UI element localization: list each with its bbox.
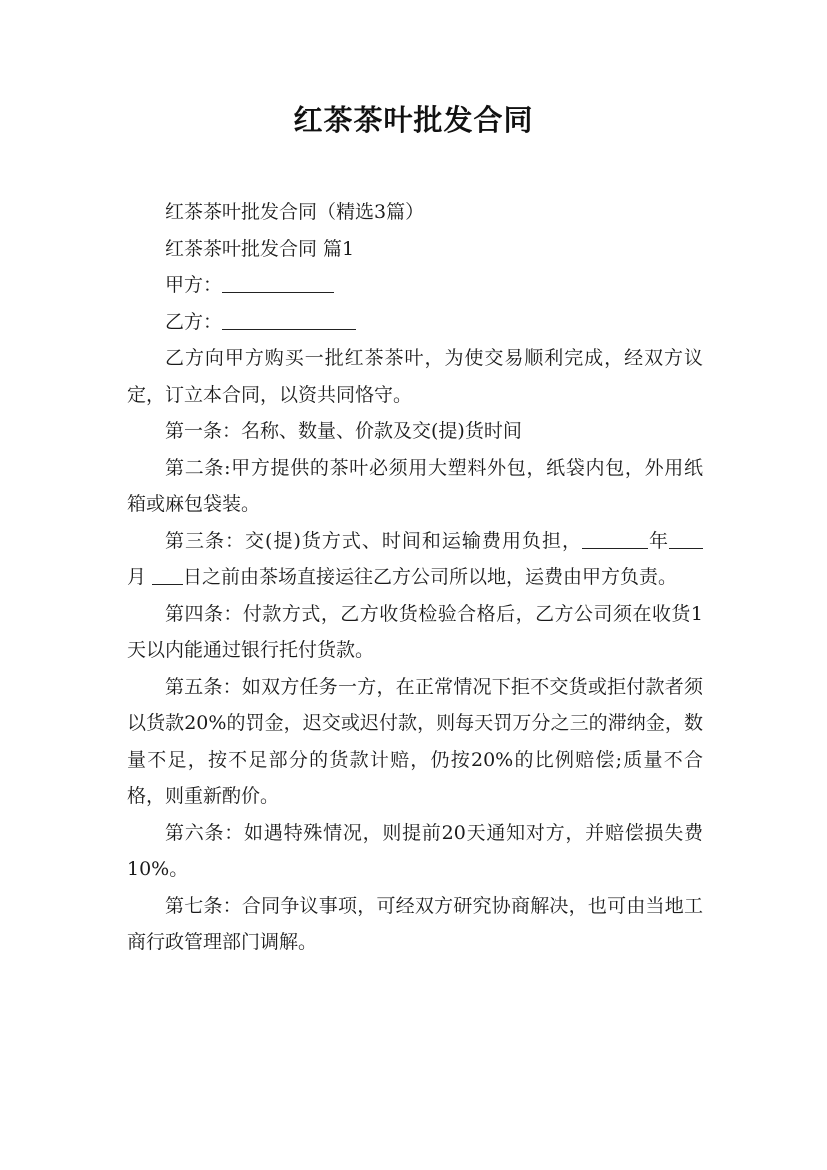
article-5: 第五条：如双方任务一方，在正常情况下拒不交货或拒付款者须以货款20%的罚金，迟交或迟付款，则每天罚万分之三的滞纳金，数量不足，按不足部分的货款计赔，仍按20%的比例赔偿;质量不合格，则重新酌价。 [127, 675, 703, 807]
article-4: 第四条：付款方式，乙方收货检验合格后，乙方公司须在收货1天以内能通过银行托付货款。 [127, 602, 703, 661]
party-a-label: 甲方： [165, 274, 223, 296]
party-a-line [127, 267, 703, 304]
intro-paragraph: 乙方向甲方购买一批红茶茶叶，为使交易顺利完成，经双方议定，订立本合同，以资共同恪守。 [127, 347, 703, 406]
article-6: 第六条：如遇特殊情况，则提前20天通知对方，并赔偿损失费10%。 [127, 821, 703, 880]
article-3-text-2: 日之前由茶场直接运往乙方公司所以地，运费由甲方负责。 [183, 566, 678, 588]
day-number-blank [152, 564, 183, 585]
document-title: 红茶茶叶批发合同 [293, 103, 534, 137]
article-3-text-1: 第三条：交(提)货方式、时间和运输费用负担， [165, 529, 582, 552]
article-1: 第一条：名称、数量、价款及交(提)货时间 [165, 420, 522, 442]
year-blank [582, 528, 648, 549]
document-subtitle: 红茶茶叶批发合同（精选3篇） [165, 201, 425, 223]
article-3 [127, 523, 703, 596]
party-a-blank [222, 272, 334, 293]
party-b-line [127, 304, 703, 341]
party-b-blank [222, 309, 356, 330]
month-label: 月 [127, 566, 153, 588]
article-2: 第二条:甲方提供的茶叶必须用大塑料外包，纸袋内包，外用纸箱或麻包袋装。 [127, 456, 703, 515]
section-heading: 红茶茶叶批发合同 篇1 [165, 237, 355, 260]
article-7: 第七条：合同争议事项，可经双方研究协商解决，也可由当地工商行政管理部门调解。 [127, 894, 703, 953]
month-number-blank [669, 528, 703, 549]
year-label: 年 [647, 529, 669, 552]
document-body [127, 194, 703, 961]
party-b-label: 乙方： [165, 310, 223, 333]
